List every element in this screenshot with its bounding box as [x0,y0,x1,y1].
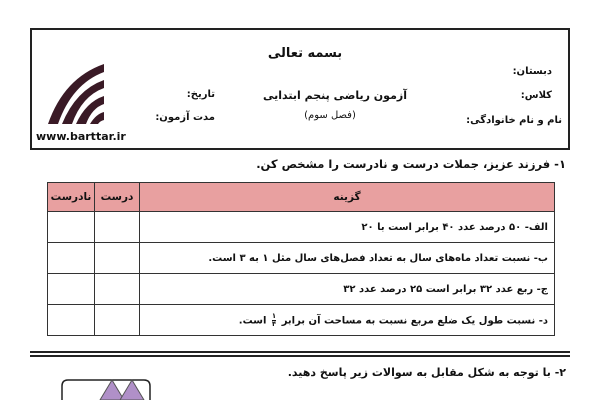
duration-label: مدت آزمون: [155,112,215,123]
basmala: بسمه تعالی [267,46,343,61]
true-answer-cell[interactable] [95,212,140,243]
exam-title: آزمون ریاضی پنجم ابتدایی [263,89,407,102]
option-text: الف- ۵۰ درصد عدد ۴۰ برابر است با ۲۰ [140,212,555,243]
true-answer-cell[interactable] [95,243,140,274]
header-left-border [30,28,32,150]
option-text-before: د- نسبت طول یک ضلع مربع نسبت به مساحت آن برابر [281,315,548,326]
table-row [48,274,555,305]
option-text [140,305,555,336]
class-label: کلاس: [520,90,552,101]
exam-chapter: (فصل سوم) [304,110,356,121]
table-row [48,212,555,243]
header-bottom-border [30,148,570,150]
figure-shape [56,374,156,400]
option-text-after: است. [238,315,267,326]
option-column-header: گزینه [140,183,555,212]
fraction-numerator: ۱ [271,311,277,320]
barttar-logo [38,58,110,128]
section-divider-1 [30,351,570,353]
date-label: تاریخ: [186,89,215,100]
true-column-header: درست [95,183,140,212]
header-right-border [568,28,570,150]
question-2-prompt: ۲- با توجه به شکل مقابل به سوالات زیر پاسخ دهید. [287,366,566,379]
school-label: دبستان: [512,66,552,77]
false-column-header: نادرست [48,183,95,212]
header-top-border [30,28,570,30]
website-url: www.barttar.ir [36,130,126,143]
question-1-prompt: ۱- فرزند عزیز، جملات درست و نادرست را مشخص کن. [256,157,566,171]
table-row [48,243,555,274]
true-answer-cell[interactable] [95,305,140,336]
section-divider-2 [30,355,570,357]
false-answer-cell[interactable] [48,243,95,274]
option-text: ج- ربع عدد ۳۲ برابر است ۲۵ درصد عدد ۳۲ [140,274,555,305]
fraction [272,313,276,328]
name-label: نام و نام خانوادگی: [466,115,562,126]
table-row [48,305,555,336]
fraction-denominator: ۴ [271,319,277,328]
true-false-table [47,182,555,336]
option-text: ب- نسبت تعداد ماه‌های سال به تعداد فصل‌های سال مثل ۱ به ۳ است. [140,243,555,274]
false-answer-cell[interactable] [48,274,95,305]
true-answer-cell[interactable] [95,274,140,305]
table-header-row [48,183,555,212]
false-answer-cell[interactable] [48,212,95,243]
false-answer-cell[interactable] [48,305,95,336]
